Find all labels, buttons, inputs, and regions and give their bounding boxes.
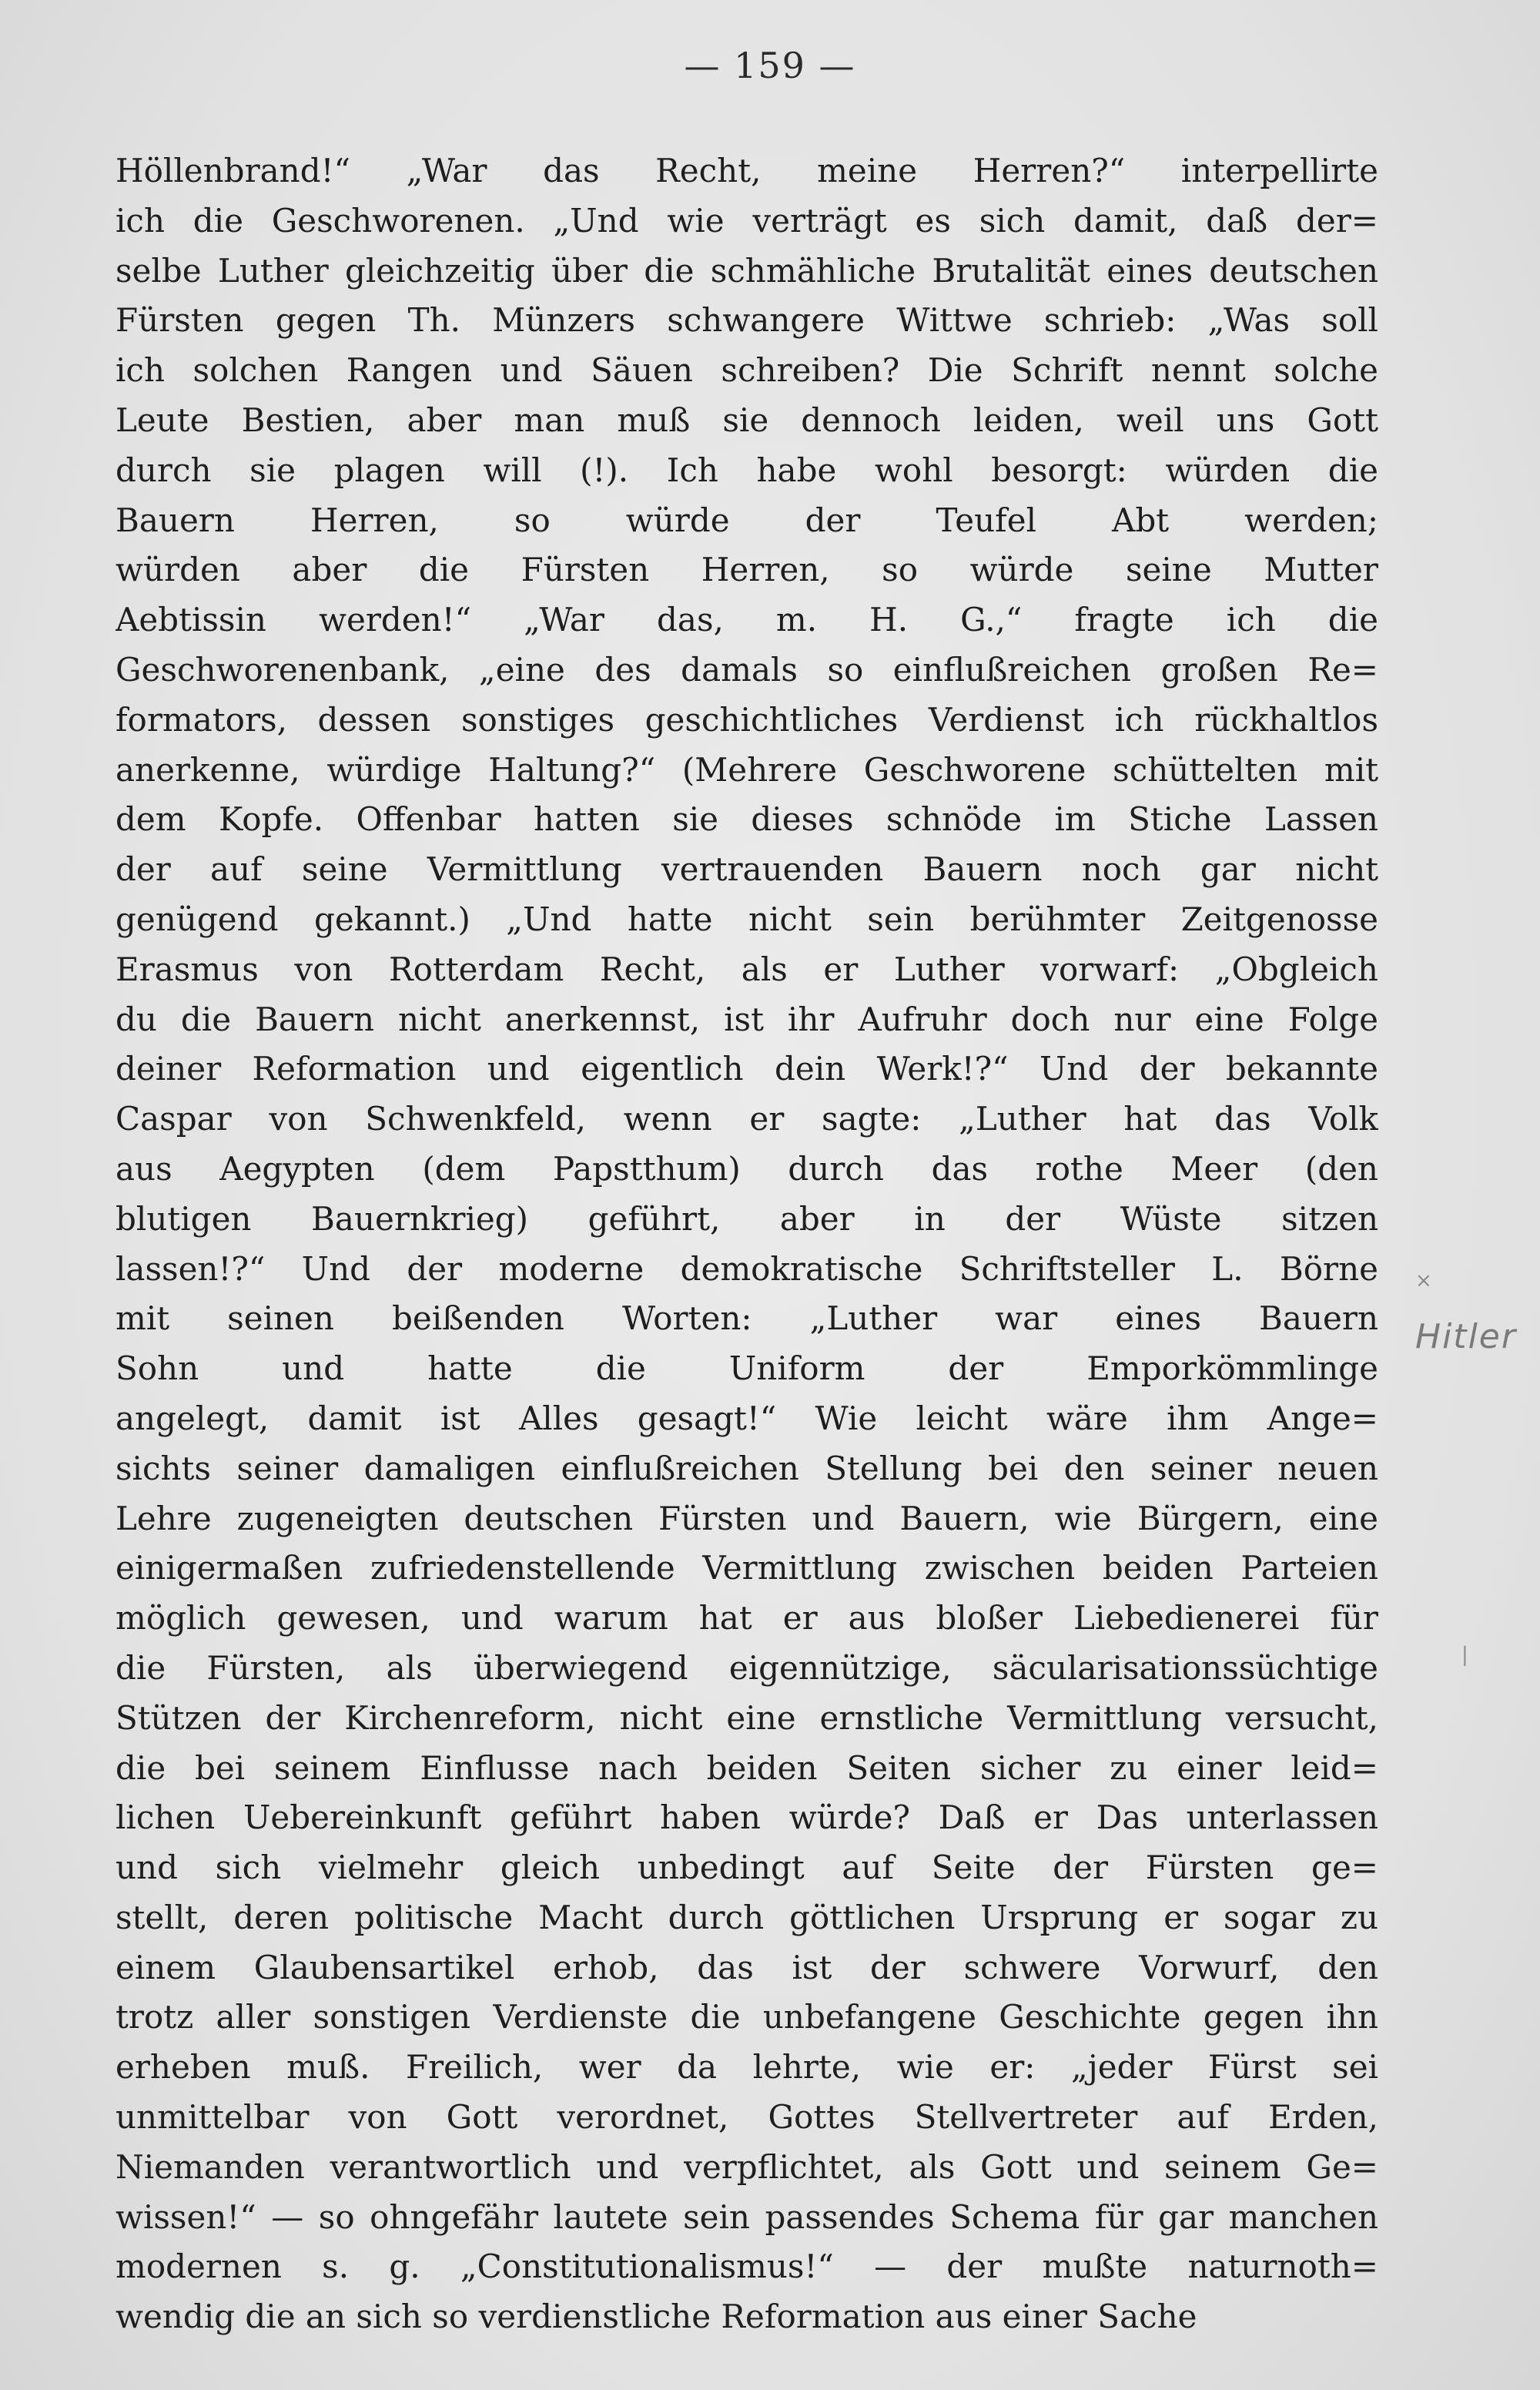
text-line: der auf seine Vermittlung vertrauenden Bauern noch gar nicht <box>116 850 1378 889</box>
handwritten-margin-note: Hitler <box>1415 1317 1517 1356</box>
text-line: Leute Bestien, aber man muß sie dennoch leiden, weil uns Gott <box>116 401 1378 439</box>
text-line: selbe Luther gleichzeitig über die schmähliche Brutalität eines deutschen <box>116 251 1378 290</box>
text-line: deiner Reformation und eigentlich dein Werk!?“ Und der bekannte <box>116 1050 1378 1088</box>
text-line: Bauern Herren, so würde der Teufel Abt werden; <box>116 501 1378 539</box>
text-line: lassen!?“ Und der moderne demokratische Schriftsteller L. Börne <box>116 1249 1378 1288</box>
text-line: Geschworenenbank, „eine des damals so einflußreichen großen Re= <box>116 650 1378 689</box>
text-line: mit seinen beißenden Worten: „Luther war eines Bauern <box>116 1299 1378 1338</box>
text-line: würden aber die Fürsten Herren, so würde seine Mutter <box>116 551 1378 589</box>
text-line: durch sie plagen will (!). Ich habe wohl besorgt: würden die <box>116 451 1378 489</box>
page-number-header: — 159 — <box>684 45 856 86</box>
text-line: trotz aller sonstigen Verdienste die unbefangene Geschichte gegen ihn <box>116 1998 1378 2036</box>
text-line: blutigen Bauernkrieg) geführt, aber in der Wüste sitzen <box>116 1199 1378 1238</box>
text-line: und sich vielmehr gleich unbedingt auf Seite der Fürsten ge= <box>116 1849 1378 1887</box>
text-line: dem Kopfe. Offenbar hatten sie dieses schnöde im Stiche Lassen <box>116 800 1378 839</box>
text-line: Höllenbrand!“ „War das Recht, meine Herren?“ interpellirte <box>116 152 1378 189</box>
text-line: sichts seiner damaligen einflußreichen Stellung bei den seiner neuen <box>116 1449 1378 1487</box>
text-line: Fürsten gegen Th. Münzers schwangere Wittwe schrieb: „Was soll <box>116 301 1378 340</box>
text-line: einigermaßen zufriedenstellende Vermittlung zwischen beiden Parteien <box>116 1549 1378 1587</box>
text-line: genügend gekannt.) „Und hatte nicht sein berühmter Zeitgenosse <box>116 900 1378 938</box>
text-line: formators, dessen sonstiges geschichtliches Verdienst ich rückhaltlos <box>116 700 1378 739</box>
text-line: stellt, deren politische Macht durch göttlichen Ursprung er sogar zu <box>116 1898 1378 1936</box>
text-line: modernen s. g. „Constitutionalismus!“ — der mußte naturnoth= <box>116 2248 1378 2286</box>
text-line: anerkenne, würdige Haltung?“ (Mehrere Geschworene schüttelten mit <box>116 750 1378 789</box>
pencil-tick-icon: | <box>1461 1644 1468 1667</box>
body-text <box>116 146 1378 2342</box>
text-line: Lehre zugeneigten deutschen Fürsten und Bauern, wie Bürgern, eine <box>116 1499 1378 1537</box>
text-line: wissen!“ — so ohngefähr lautete sein passendes Schema für gar manchen <box>116 2197 1378 2236</box>
text-line: Niemanden verantwortlich und verpflichtet, als Gott und seinem Ge= <box>116 2147 1378 2186</box>
text-line: du die Bauern nicht anerkennst, ist ihr Aufruhr doch nur eine Folge <box>116 1000 1378 1038</box>
text-line: ich solchen Rangen und Säuen schreiben? Die Schrift nennt solche <box>116 351 1378 390</box>
text-line: angelegt, damit ist Alles gesagt!“ Wie leicht wäre ihm Ange= <box>116 1399 1378 1437</box>
text-line: Erasmus von Rotterdam Recht, als er Luther vorwarf: „Obgleich <box>116 950 1378 988</box>
text-line: möglich gewesen, und warum hat er aus bloßer Liebedienerei für <box>116 1599 1378 1637</box>
text-line: unmittelbar von Gott verordnet, Gottes Stellvertreter auf Erden, <box>116 2098 1378 2137</box>
text-line: ich die Geschworenen. „Und wie verträgt es sich damit, daß der= <box>116 201 1378 240</box>
text-line: einem Glaubensartikel erhob, das ist der schwere Vorwurf, den <box>116 1948 1378 1986</box>
text-line: Aebtissin werden!“ „War das, m. H. G.,“ fragte ich die <box>116 601 1378 639</box>
text-line: wendig die an sich so verdienstliche Reformation aus einer Sache <box>116 2298 1197 2336</box>
text-line: erheben muß. Freilich, wer da lehrte, wie er: „jeder Fürst sei <box>116 2048 1378 2087</box>
text-line: lichen Uebereinkunft geführt haben würde? Daß er Das unterlassen <box>116 1798 1378 1837</box>
pencil-mark-icon: × <box>1415 1269 1432 1292</box>
text-line: aus Aegypten (dem Papstthum) durch das rothe Meer (den <box>116 1149 1378 1188</box>
text-line: Stützen der Kirchenreform, nicht eine ernstliche Vermittlung versucht, <box>116 1698 1378 1737</box>
text-line: Caspar von Schwenkfeld, wenn er sagte: „Luther hat das Volk <box>116 1100 1378 1138</box>
text-line: die bei seinem Einflusse nach beiden Seiten sicher zu einer leid= <box>116 1748 1378 1787</box>
text-line: die Fürsten, als überwiegend eigennützige, säcularisationssüchtige <box>116 1648 1378 1687</box>
text-line: Sohn und hatte die Uniform der Emporkömmlinge <box>116 1349 1378 1388</box>
